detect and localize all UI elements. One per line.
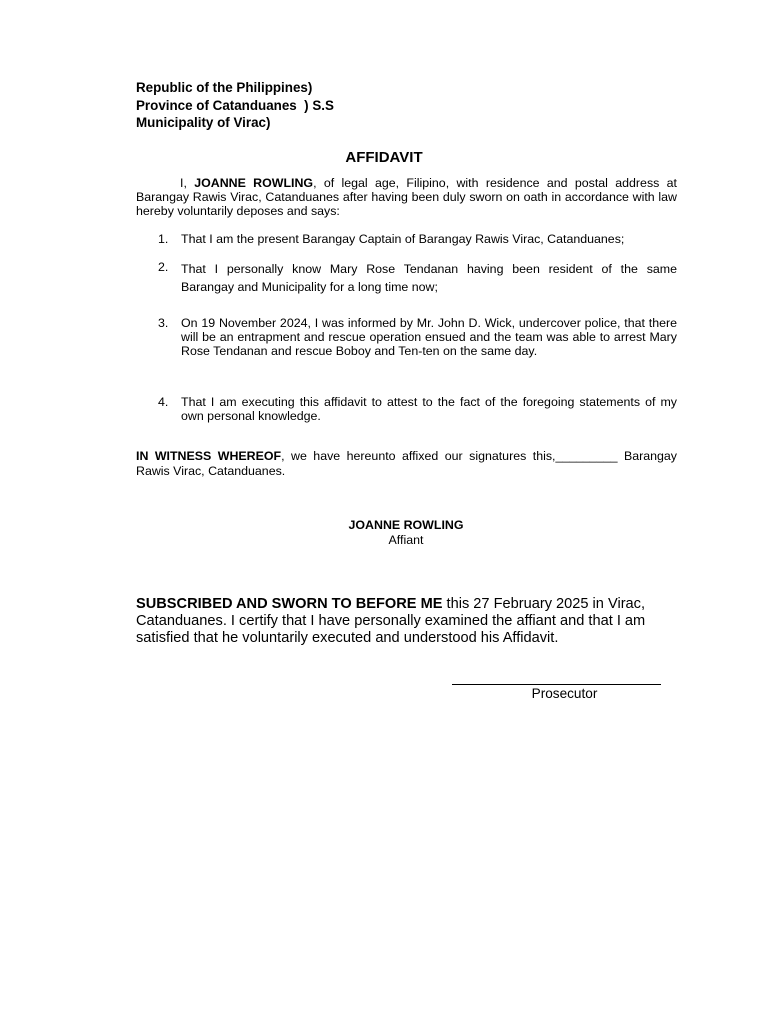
list-item-number: 3.: [158, 316, 169, 330]
header-municipality: Municipality of Virac): [136, 115, 271, 130]
intro-pre: I,: [180, 176, 195, 190]
intro-paragraph: [136, 176, 677, 218]
witness-lead: IN WITNESS WHEREOF: [136, 449, 282, 463]
jurat-lead: SUBSCRIBED AND SWORN TO BEFORE ME: [136, 596, 443, 612]
affiant-name-inline: JOANNE ROWLING: [194, 176, 314, 190]
list-item-text: That I am the present Barangay Captain of Barangay Rawis Virac, Catanduanes;: [181, 232, 625, 246]
header-province: Province of Catanduanes ) S.S: [136, 97, 334, 113]
prosecutor-signature-line: [452, 684, 661, 685]
affiant-role: Affiant: [388, 533, 424, 547]
list-item-line: Barangay and Municipality for a long time now;: [181, 280, 438, 294]
jurat-paragraph: [136, 596, 677, 647]
header-republic: Republic of the Philippines): [136, 80, 313, 95]
document-header: [136, 79, 334, 132]
list-item-number: 2.: [158, 260, 169, 274]
witness-text: , we have hereunto affixed our signatures this,_________ Barangay Rawis Virac, Catanduanes.: [136, 449, 677, 478]
document-title: AFFIDAVIT: [345, 149, 423, 166]
list-item-number: 1.: [158, 232, 169, 246]
jurat-text: this 27 February 2025 in Virac, Catanduanes. I certify that I have personally examined the affiant and that I am satisfied that he voluntarily executed and understood his Affidavit.: [136, 596, 646, 646]
list-item-text: [181, 260, 677, 296]
list-item-text: That I am executing this affidavit to attest to the fact of the foregoing statements of my own personal knowledge.: [181, 395, 677, 423]
list-item-text: On 19 November 2024, I was informed by Mr. John D. Wick, undercover police, that there will be an entrapment and rescue operation ensued and the team was able to arrest Mary Rose Tendanan and rescue Boboy and Ten-ten on the same day.: [181, 316, 677, 358]
list-item-line: That I personally know Mary Rose Tendanan having been resident of the same: [181, 262, 677, 276]
affiant-name: JOANNE ROWLING: [348, 518, 464, 532]
affiant-block: [0, 518, 768, 548]
witness-paragraph: [136, 449, 677, 479]
list-item-number: 4.: [158, 395, 169, 409]
prosecutor-label: Prosecutor: [531, 686, 598, 701]
intro-post: , of legal age, Filipino, with residence and postal address at Barangay Rawis Virac, Catanduanes after having been duly sworn on oath in accordance with law hereby voluntarily deposes and says:: [136, 176, 677, 218]
